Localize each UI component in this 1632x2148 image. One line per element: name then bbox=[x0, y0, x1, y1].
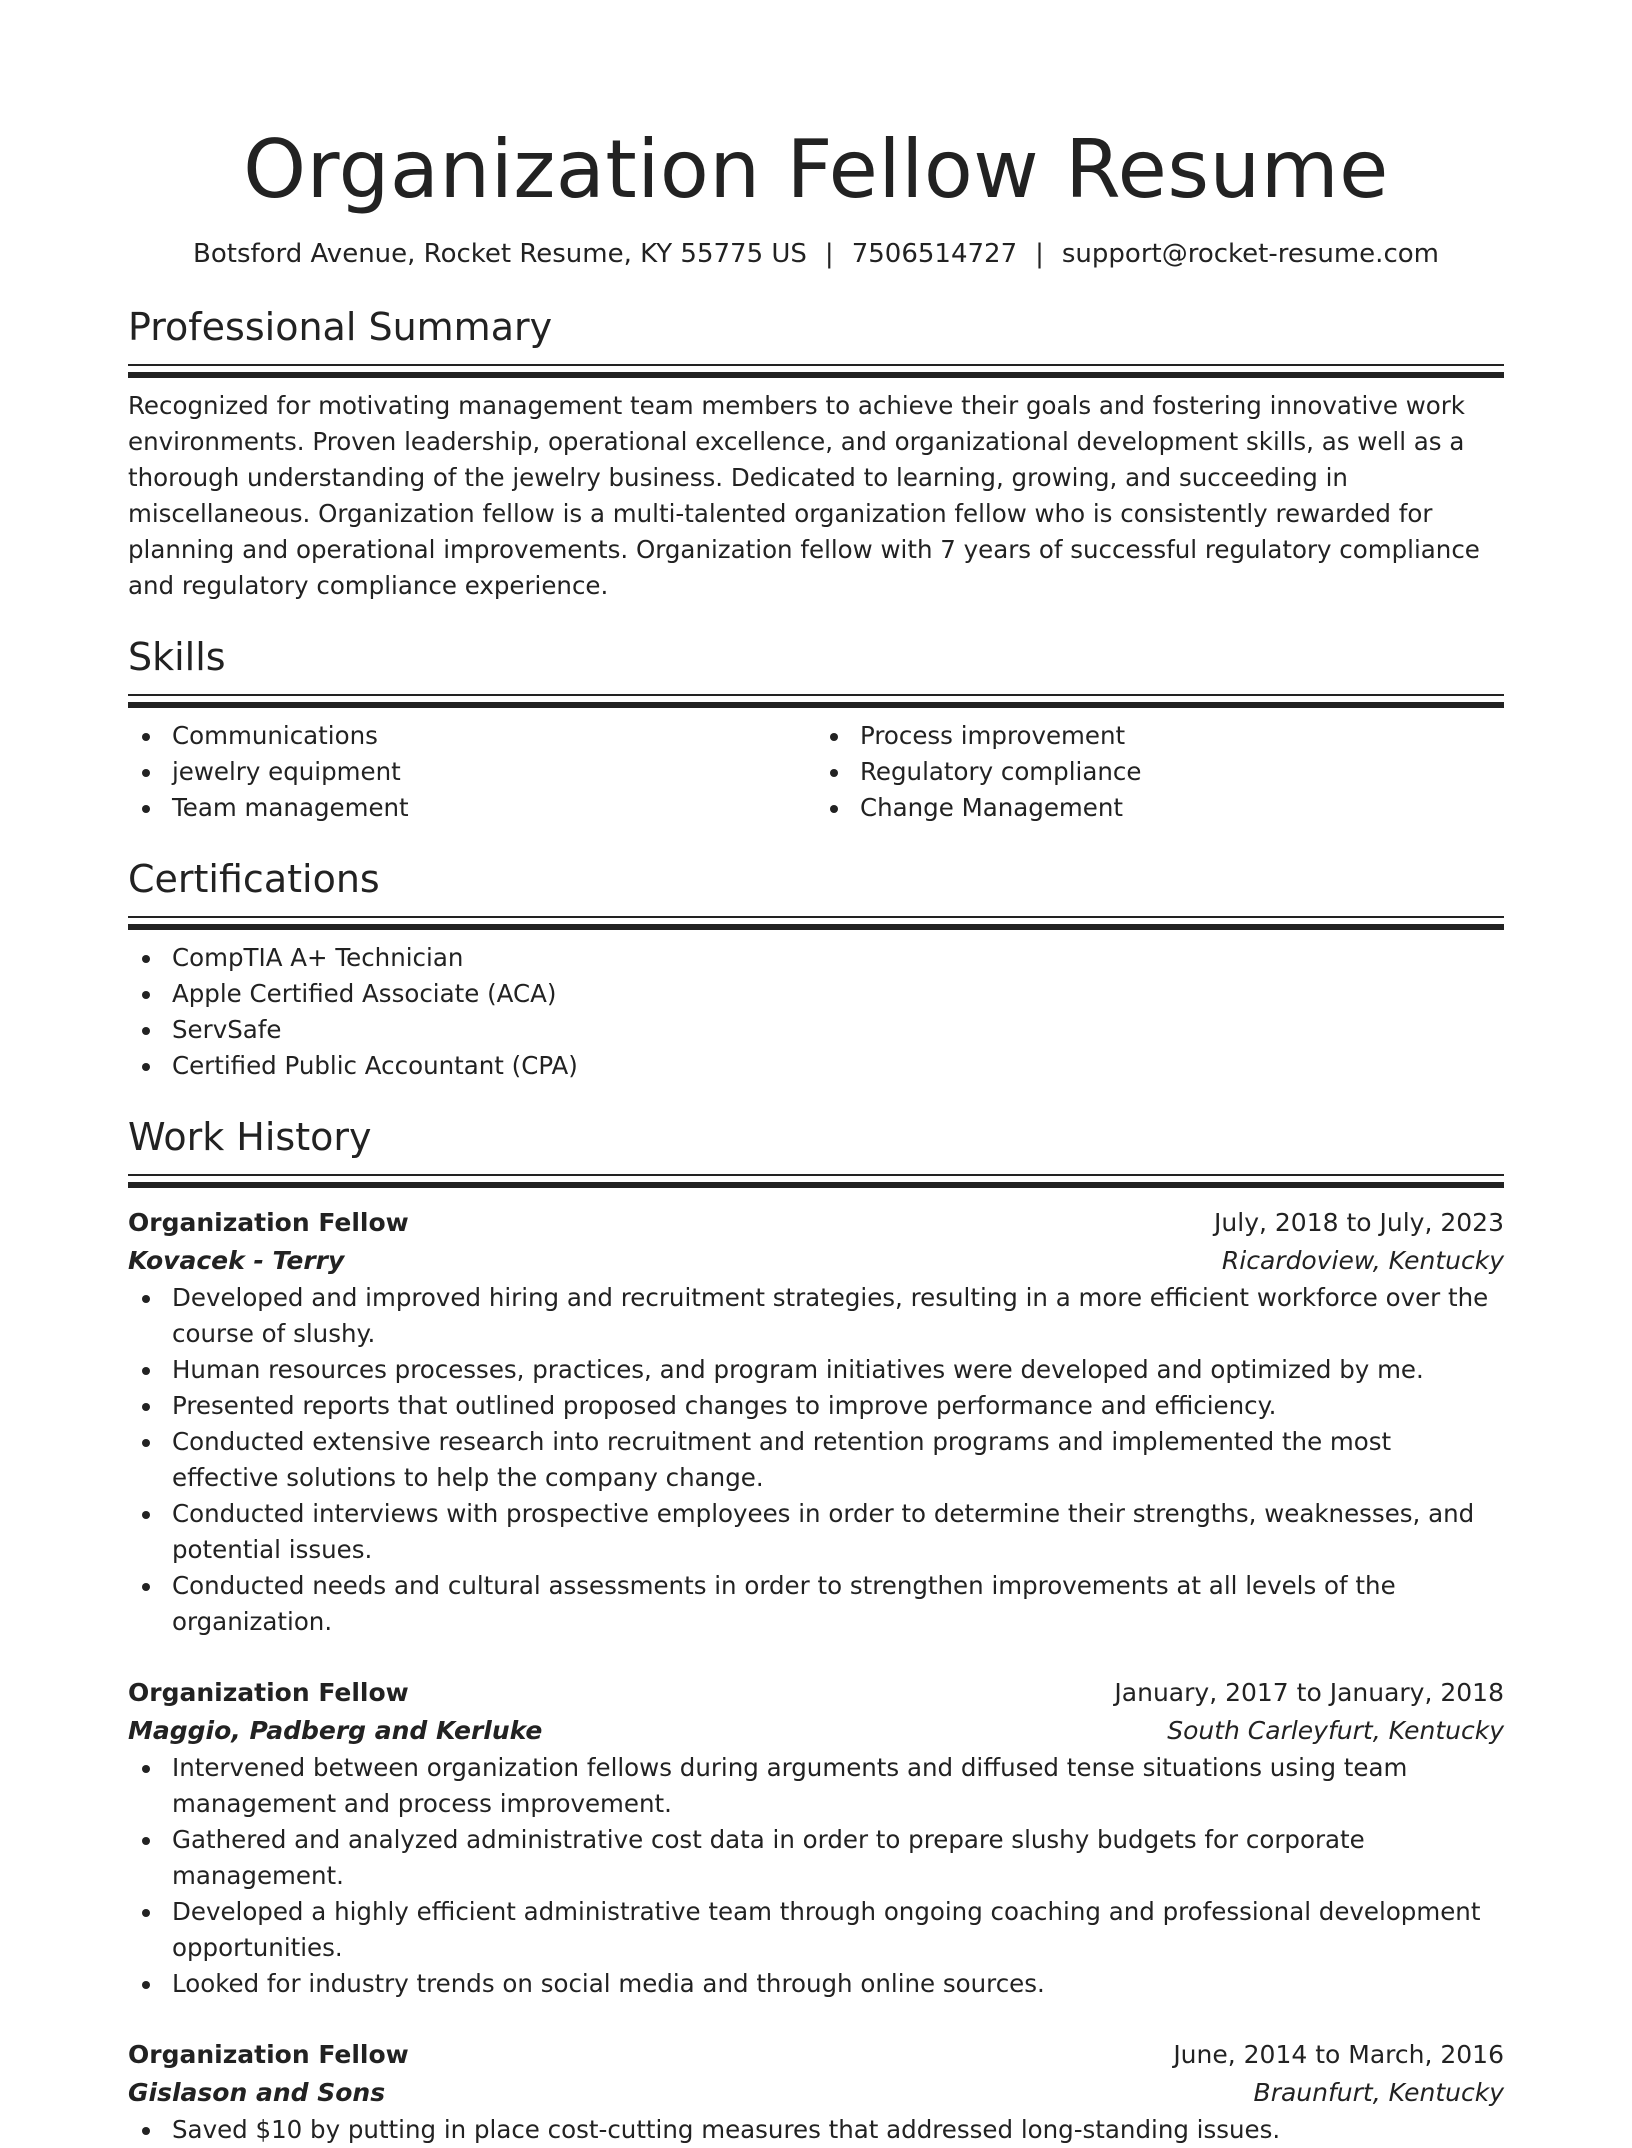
certifications-list bbox=[128, 940, 1504, 1084]
job-bullet: Conducted needs and cultural assessments in order to strengthen improvements at all levels of the organization. bbox=[128, 1568, 1504, 1640]
section-divider bbox=[128, 916, 1504, 930]
job-dates: January, 2017 to January, 2018 bbox=[1114, 1678, 1504, 1707]
job-bullet: Developed and improved hiring and recruitment strategies, resulting in a more efficient workforce over the course of slushy. bbox=[128, 1280, 1504, 1352]
skills-section bbox=[128, 632, 1504, 826]
section-divider bbox=[128, 1174, 1504, 1188]
skill-item: Regulatory compliance bbox=[816, 754, 1504, 790]
contact-phone: 7506514727 bbox=[851, 239, 1018, 269]
section-divider bbox=[128, 694, 1504, 708]
resume-page bbox=[128, 0, 1504, 2148]
skills-heading: Skills bbox=[128, 635, 226, 679]
job-bullet: Human resources processes, practices, and program initiatives were developed and optimized by me. bbox=[128, 1352, 1504, 1388]
certification-item: Certified Public Accountant (CPA) bbox=[128, 1048, 1504, 1084]
section-divider bbox=[128, 364, 1504, 378]
job-bullet: Gathered and analyzed administrative cost data in order to prepare slushy budgets for corporate management. bbox=[128, 1822, 1504, 1894]
summary-heading: Professional Summary bbox=[128, 305, 553, 349]
job-bullet-list bbox=[128, 1280, 1504, 1640]
work-history-heading: Work History bbox=[128, 1115, 372, 1159]
job-subheader-row bbox=[128, 1712, 1504, 1750]
job-company: Kovacek - Terry bbox=[128, 1246, 345, 1275]
job-subheader-row bbox=[128, 2074, 1504, 2112]
skills-grid bbox=[128, 718, 1504, 826]
job-bullet: Saved $10 by putting in place cost-cutting measures that addressed long-standing issues. bbox=[128, 2112, 1504, 2148]
job-subheader-row bbox=[128, 1242, 1504, 1280]
job-bullet: Conducted interviews with prospective employees in order to determine their strengths, weaknesses, and potential issues. bbox=[128, 1496, 1504, 1568]
job-location: Braunfurt, Kentucky bbox=[1253, 2078, 1504, 2107]
job-dates: July, 2018 to July, 2023 bbox=[1214, 1208, 1504, 1237]
certifications-heading: Certifications bbox=[128, 857, 380, 901]
job-title: Organization Fellow bbox=[128, 2040, 409, 2069]
job-company: Maggio, Padberg and Kerluke bbox=[128, 1716, 543, 1745]
skill-item: Change Management bbox=[816, 790, 1504, 826]
certification-item: ServSafe bbox=[128, 1012, 1504, 1048]
job-bullet: Presented reports that outlined proposed changes to improve performance and efficiency. bbox=[128, 1388, 1504, 1424]
certifications-section bbox=[128, 854, 1504, 1084]
certification-item: Apple Certified Associate (ACA) bbox=[128, 976, 1504, 1012]
job-bullet: Intervened between organization fellows during arguments and diffused tense situations using team management and process improvement. bbox=[128, 1750, 1504, 1822]
job-location: Ricardoview, Kentucky bbox=[1221, 1246, 1504, 1275]
work-history-section bbox=[128, 1112, 1504, 2148]
job-header-row bbox=[128, 1204, 1504, 1242]
skills-left-list bbox=[128, 718, 816, 826]
contact-email: support@rocket-resume.com bbox=[1061, 239, 1439, 269]
skill-item: Process improvement bbox=[816, 718, 1504, 754]
contact-separator: | bbox=[824, 239, 834, 269]
job-bullet-list bbox=[128, 1750, 1504, 2002]
contact-separator: | bbox=[1035, 239, 1044, 269]
job-header-row bbox=[128, 2036, 1504, 2074]
job-location: South Carleyfurt, Kentucky bbox=[1167, 1716, 1504, 1745]
certification-item: CompTIA A+ Technician bbox=[128, 940, 1504, 976]
job-dates: June, 2014 to March, 2016 bbox=[1173, 2040, 1504, 2069]
job-bullet-list bbox=[128, 2112, 1504, 2148]
contact-line bbox=[128, 236, 1504, 272]
job-title: Organization Fellow bbox=[128, 1208, 409, 1237]
job-entry bbox=[128, 1204, 1504, 1640]
job-header-row bbox=[128, 1674, 1504, 1712]
job-bullet: Conducted extensive research into recruitment and retention programs and implemented the most effective solutions to help the company change. bbox=[128, 1424, 1504, 1496]
job-entry bbox=[128, 1674, 1504, 2002]
job-company: Gislason and Sons bbox=[128, 2078, 386, 2107]
skills-right-list bbox=[816, 718, 1504, 826]
summary-text: Recognized for motivating management team members to achieve their goals and fostering innovative work environments. Proven leadership, operational excellence, and organizational development skills, as well as a thorough understanding of the jewelry business. Dedicated to learning, growing, and succeeding in miscellaneous. Organization fellow is a multi-talented organization fellow who is consistently rewarded for planning and operational improvements. Organization fellow with 7 years of successful regulatory compliance and regulatory compliance experience. bbox=[128, 391, 1480, 600]
job-bullet: Looked for industry trends on social media and through online sources. bbox=[128, 1966, 1504, 2002]
resume-title: Organization Fellow Resume bbox=[243, 123, 1389, 216]
skill-item: Communications bbox=[128, 718, 816, 754]
skill-item: jewelry equipment bbox=[128, 754, 816, 790]
skill-item: Team management bbox=[128, 790, 816, 826]
job-entry bbox=[128, 2036, 1504, 2148]
job-title: Organization Fellow bbox=[128, 1678, 409, 1707]
contact-address: Botsford Avenue, Rocket Resume, KY 55775 US bbox=[193, 239, 807, 269]
summary-section bbox=[128, 302, 1504, 604]
job-bullet: Developed a highly efficient administrative team through ongoing coaching and professional development opportunities. bbox=[128, 1894, 1504, 1966]
